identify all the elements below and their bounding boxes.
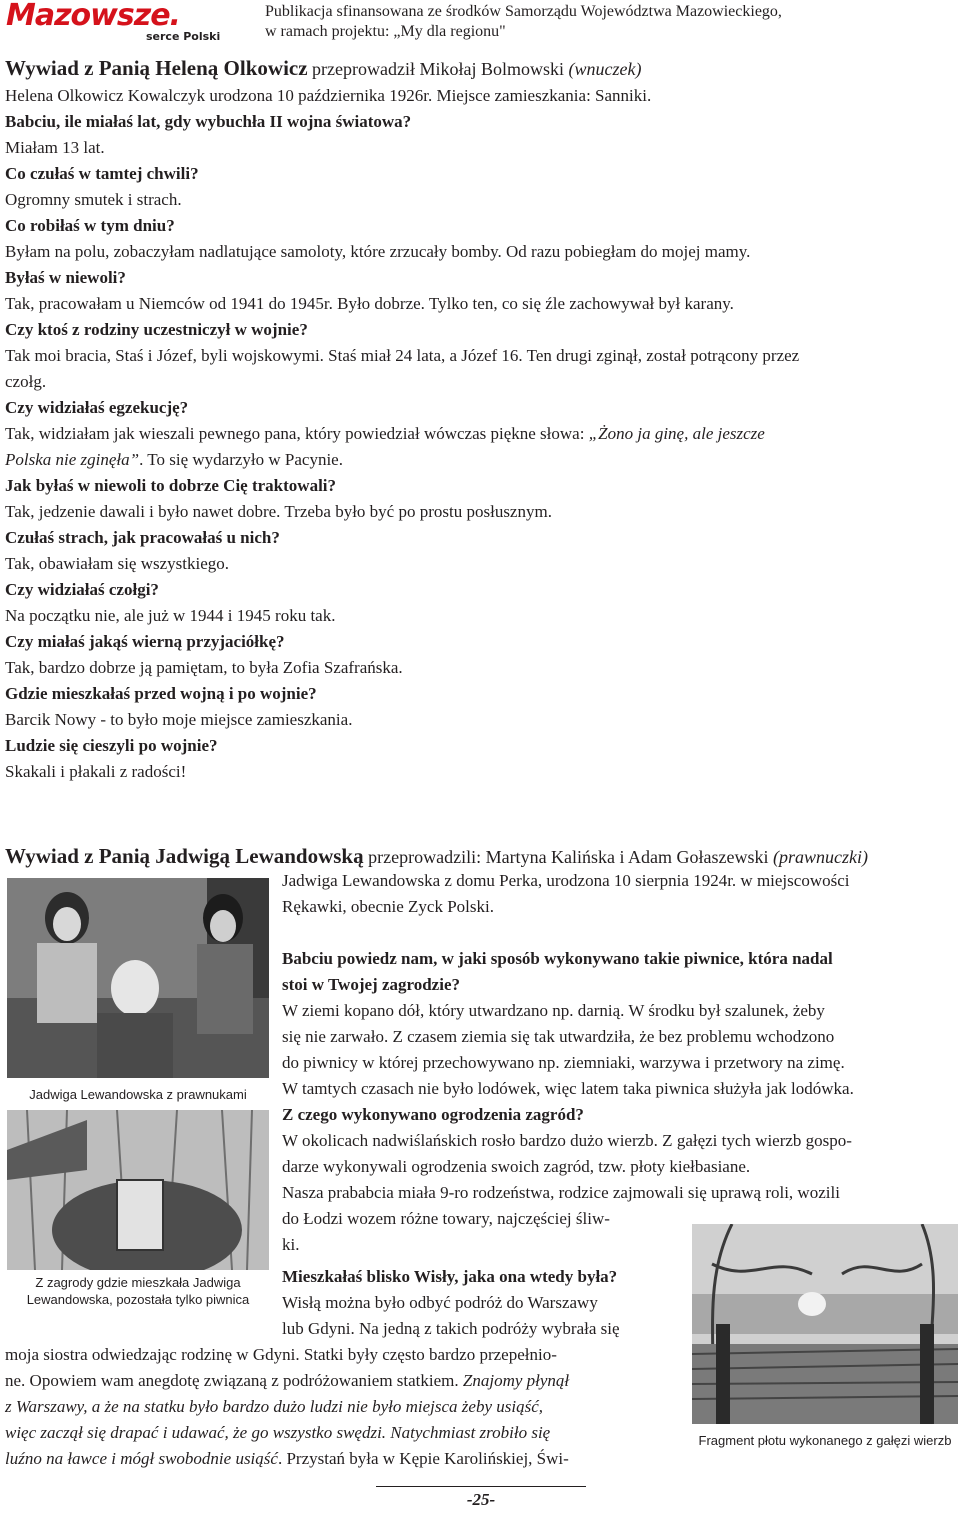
interview1-body (5, 83, 955, 785)
bottom-line-4: więc zaczął się drapać i udawać, że go wszystko swędzi. Natychmiast zrobiło się (5, 1423, 551, 1442)
interview2-title-rest: przeprowadzili: Martyna Kalińska i Adam Gołaszewski (363, 847, 774, 867)
question-fence: Z czego wykonywano ogrodzenia zagród? (282, 1105, 584, 1124)
question-cellar-2: stoi w Twojej zagrodzie? (282, 975, 460, 994)
footer-rule (376, 1486, 586, 1487)
bottom-line-2a: ne. Opowiem wam anegdotę związaną z podróżowaniem statkiem. (5, 1371, 463, 1390)
interview1-lines-2 (5, 473, 955, 785)
answer-line: Helena Olkowicz Kowalczyk urodzona 10 października 1926r. Miejsce zamieszkania: Sanniki. (5, 86, 652, 105)
bottom-line-2b: Znajomy płynął (462, 1371, 570, 1390)
answer-line: Na początku nie, ale już w 1944 i 1945 roku tak. (5, 606, 336, 625)
family-photo-caption: Jadwiga Lewandowska z prawnukami (29, 1087, 247, 1102)
answer-line: się nie zarwało. Z czasem ziemia się tak utwardziła, że bez problemu wchodzono (282, 1027, 835, 1046)
intro-line-1: Jadwiga Lewandowska z domu Perka, urodzona 10 sierpnia 1924r. w miejscowości (282, 871, 850, 890)
interview2-title-bold: Wywiad z Panią Jadwigą Lewandowską (5, 844, 364, 868)
answer-vistula (282, 1290, 684, 1342)
funding-line-2: w ramach projektu: „My dla regionu" (265, 23, 506, 40)
interview1-title-bold: Wywiad z Panią Heleną Olkowicz (5, 56, 308, 80)
question-line: Byłaś w niewoli? (5, 268, 126, 287)
logo-text: Mazowsze. (6, 0, 180, 33)
fence-photo-caption: Fragment płotu wykonanego z gałęzi wierzb (698, 1433, 952, 1448)
answer-line: Skakali i płakali z radości! (5, 762, 187, 781)
question-line: Co robiłaś w tym dniu? (5, 216, 175, 235)
answer-line: do Łodzi wozem różne towary, najczęściej śliw- (282, 1209, 610, 1228)
question-line: Czy widziałaś czołgi? (5, 580, 159, 599)
interview2-title (5, 843, 868, 870)
question-line: Jak byłaś w niewoli to dobrze Cię traktowali? (5, 476, 337, 495)
interview2-intro (282, 868, 958, 920)
bottom-line-2 (5, 1368, 685, 1394)
answer-line: Wisłą można było odbyć podróż do Warszawy (282, 1293, 598, 1312)
execution-answer-end: . To się wydarzyło w Pacynie. (139, 450, 343, 469)
interview2-title-italic: (prawnuczki) (773, 847, 868, 867)
answer-line: Tak, obawiałam się wszystkiego. (5, 554, 230, 573)
interview2-qa (282, 946, 958, 1258)
cellar-photo-caption: Z zagrody gdzie mieszkała Jadwiga Lewandowska, pozostała tylko piwnica (26, 1275, 250, 1307)
funding-line-1: Publikacja sfinansowana ze środków Samorządu Województwa Mazowieckiego, (265, 3, 782, 20)
answer-line: Nasza prababcia miała 9-ro rodzeństwa, rodzice zajmowali się uprawą roli, wozili (282, 1183, 840, 1202)
answer-line: ki. (282, 1235, 300, 1254)
interview1-title (5, 55, 641, 82)
funding-note (265, 2, 955, 42)
execution-answer (5, 421, 955, 447)
answer-line: Tak, pracowałam u Niemców od 1941 do 1945r. Było dobrze. Tylko ten, co się źle zachowywał był karany. (5, 294, 734, 313)
answer-line: lub Gdyni. Na jedną z takich podróży wybrała się (282, 1319, 620, 1338)
logo-subtext: serce Polski (146, 30, 221, 43)
answer-line: Miałam 13 lat. (5, 138, 105, 157)
interview2-qa-narrow (282, 1264, 684, 1342)
bottom-line-1: moja siostra odwiedzając rodzinę w Gdyni. Statki były często bardzo przepełnio- (5, 1345, 557, 1364)
answer-line: darze wykonywali ogrodzenia swoich zagród, tzw. płoty kiełbasiane. (282, 1157, 751, 1176)
question-line: Czy ktoś z rodziny uczestniczył w wojnie? (5, 320, 308, 339)
bottom-line-5b: . Przystań była w Kępie Karolińskiej, Świ- (277, 1449, 569, 1468)
fence-photo (692, 1224, 958, 1424)
interview1-title-italic: (wnuczek) (568, 59, 642, 79)
answer-line: Barcik Nowy - to było moje miejsce zamieszkania. (5, 710, 353, 729)
question-vistula: Mieszkałaś blisko Wisły, jaka ona wtedy była? (282, 1267, 618, 1286)
bottom-line-3: z Warszawy, a że na statku było bardzo dużo ludzi nie było miejsca żeby usiąść, (5, 1397, 543, 1416)
question-line: Ludzie się cieszyli po wojnie? (5, 736, 218, 755)
interview1-lines (5, 83, 955, 421)
bottom-line-5a: luźno na ławce i mógł swobodnie usiąść (5, 1449, 278, 1468)
answer-line: Tak moi bracia, Staś i Józef, byli wojskowymi. Staś miał 24 lata, a Józef 16. Ten drugi zginął, został potrącony przez (5, 346, 800, 365)
cellar-photo (7, 1110, 269, 1270)
interview1-title-rest: przeprowadził Mikołaj Bolmowski (307, 59, 569, 79)
family-photo (7, 878, 269, 1078)
answer-cellar (282, 998, 958, 1102)
page-number: -25- (466, 1490, 496, 1509)
answer-line: W ziemi kopano dół, który utwardzano np. darnią. W środku był szalunek, żeby (282, 1001, 825, 1020)
answer-line: Tak, jedzenie dawali i było nawet dobre. Trzeba było być po prostu posłusznym. (5, 502, 552, 521)
mazowsze-logo (6, 0, 221, 44)
interview2-bottom (5, 1342, 685, 1472)
intro-line-2: Rękawki, obecnie Zyck Polski. (282, 897, 494, 916)
question-line: Co czułaś w tamtej chwili? (5, 164, 199, 183)
answer-line: Byłam na polu, zobaczyłam nadlatujące samoloty, które zrzucały bomby. Od razu pobiegłam do mojej mamy. (5, 242, 751, 261)
answer-line: Ogromny smutek i strach. (5, 190, 182, 209)
question-cellar-1: Babciu powiedz nam, w jaki sposób wykonywano takie piwnice, która nadal (282, 949, 833, 968)
question-line: Babciu, ile miałaś lat, gdy wybuchła II wojna światowa? (5, 112, 412, 131)
answer-line: W okolicach nadwiślańskich rosło bardzo dużo wierzb. Z gałęzi tych wierzb gospo- (282, 1131, 852, 1150)
question-line: Gdzie mieszkałaś przed wojną i po wojnie? (5, 684, 317, 703)
execution-answer-cont (5, 447, 955, 473)
bottom-line-5 (5, 1446, 685, 1472)
answer-line: czołg. (5, 372, 47, 391)
question-line: Czy widziałaś egzekucję? (5, 398, 189, 417)
execution-answer-text: Tak, widziałam jak wieszali pewnego pana, który powiedział wówczas piękne słowa: (5, 424, 589, 443)
question-line: Czułaś strach, jak pracowałaś u nich? (5, 528, 280, 547)
question-line: Czy miałaś jakąś wierną przyjaciółkę? (5, 632, 285, 651)
answer-line: Tak, bardzo dobrze ją pamiętam, to była Zofia Szafrańska. (5, 658, 403, 677)
execution-quote-2: Polska nie zginęła” (5, 450, 140, 469)
answer-line: do piwnicy w której przechowywano np. ziemniaki, warzywa i przetwory na zimę. (282, 1053, 845, 1072)
execution-quote-1: „Żono ja ginę, ale jeszcze (588, 424, 765, 443)
answer-line: W tamtych czasach nie było lodówek, więc latem taka piwnica służyła jak lodówka. (282, 1079, 854, 1098)
